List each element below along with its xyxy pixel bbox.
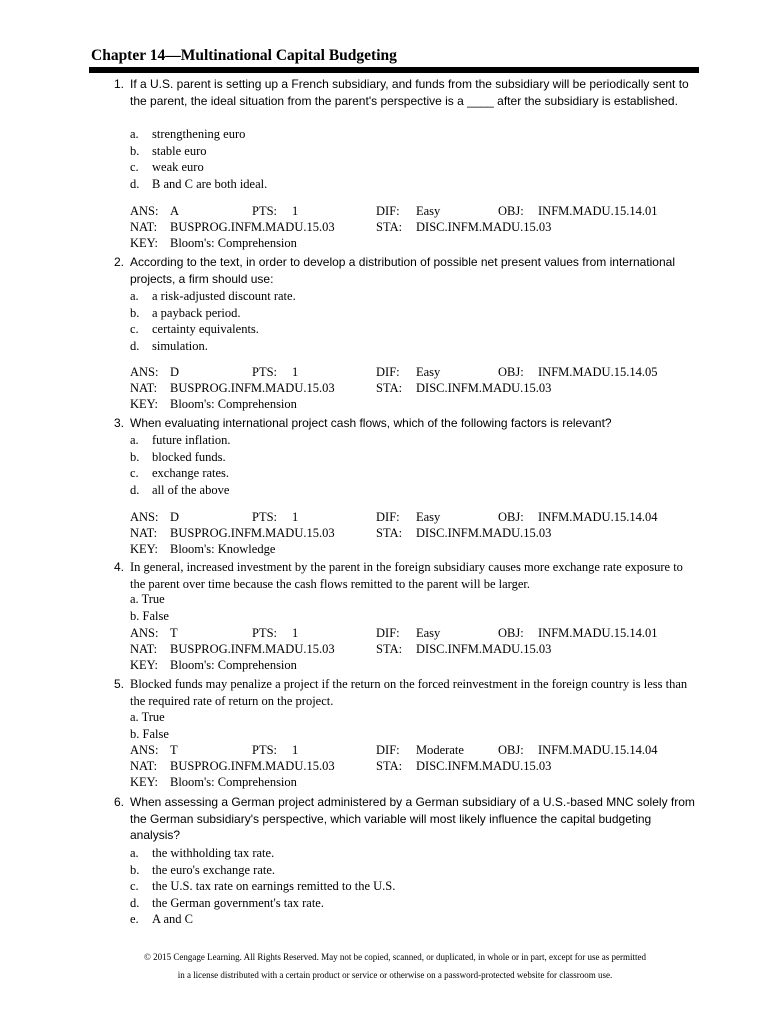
question-number: 5.	[113, 677, 124, 691]
nat-value: BUSPROG.INFM.MADU.15.03	[170, 381, 335, 396]
option-letter: d.	[130, 482, 140, 497]
nat-value: BUSPROG.INFM.MADU.15.03	[170, 526, 335, 541]
option-letter: b.	[130, 449, 140, 464]
option-text: the euro's exchange rate.	[152, 862, 276, 877]
pts-label: PTS:	[252, 626, 278, 640]
question-number: 3.	[113, 416, 124, 430]
obj-value: INFM.MADU.15.14.01	[538, 626, 658, 640]
option-letter: a.	[130, 289, 139, 303]
option-text: B and C are both ideal.	[152, 176, 268, 191]
dif-value: Easy	[416, 510, 441, 524]
option-letter: b.	[130, 305, 140, 320]
key-label: KEY:	[130, 236, 159, 251]
sta-value: DISC.INFM.MADU.15.03	[416, 759, 552, 774]
sta-label: STA:	[376, 642, 403, 657]
option-letter: c.	[130, 466, 139, 480]
nat-label: NAT:	[130, 759, 158, 774]
pts-value: 1	[292, 510, 299, 524]
obj-label: OBJ:	[498, 743, 524, 757]
option-text: certainty equivalents.	[152, 322, 259, 336]
pts-label: PTS:	[252, 743, 278, 757]
option-letter: a.	[130, 846, 139, 860]
option-letter: d.	[130, 895, 140, 910]
question-text: Blocked funds may penalize a project if the return on the forced reinvestment in the foreign country is less than the required rate of return on the project.	[130, 677, 688, 708]
copyright-line-2: in a license distributed with a certain product or service or otherwise on a password-protected website for classroom use.	[177, 970, 613, 980]
key-label: KEY:	[130, 658, 159, 673]
option-letter: b.	[130, 862, 140, 877]
nat-label: NAT:	[130, 220, 158, 235]
key-label: KEY:	[130, 775, 159, 790]
option-text: the German government's tax rate.	[152, 895, 324, 910]
copyright-line-1: © 2015 Cengage Learning. All Rights Reserved. May not be copied, scanned, or duplicated, in whole or in part, except for use as permitted	[144, 952, 646, 962]
dif-label: DIF:	[376, 626, 400, 640]
question-text: In general, increased investment by the parent in the foreign subsidiary causes more exchange rate exposure to the parent over time because the cash flows remitted to the parent will be larger.	[130, 560, 683, 591]
ans-label: ANS:	[130, 204, 159, 218]
option-letter: c.	[130, 160, 139, 174]
obj-label: OBJ:	[498, 510, 524, 524]
key-value: Bloom's: Knowledge	[170, 542, 276, 557]
nat-value: BUSPROG.INFM.MADU.15.03	[170, 642, 335, 657]
pts-value: 1	[292, 743, 299, 757]
option-text: blocked funds.	[152, 449, 226, 464]
question-text: When assessing a German project administered by a German subsidiary of a U.S.-based MNC solely from the German subsidiary's perspective, which variable will most likely influence the capital budgeting analysis?	[130, 795, 695, 842]
ans-value: A	[170, 204, 180, 218]
key-value: Bloom's: Comprehension	[170, 775, 297, 790]
option-text: a payback period.	[152, 305, 241, 320]
sta-value: DISC.INFM.MADU.15.03	[416, 526, 552, 541]
nat-value: BUSPROG.INFM.MADU.15.03	[170, 759, 335, 774]
option-text: A and C	[152, 912, 193, 926]
nat-label: NAT:	[130, 381, 158, 396]
obj-value: INFM.MADU.15.14.01	[538, 204, 658, 218]
sta-value: DISC.INFM.MADU.15.03	[416, 642, 552, 657]
option-letter: b.	[130, 143, 140, 158]
obj-label: OBJ:	[498, 626, 524, 640]
sta-label: STA:	[376, 759, 403, 774]
chapter-title: Chapter 14—Multinational Capital Budgeting	[91, 47, 397, 64]
nat-label: NAT:	[130, 526, 158, 541]
ans-label: ANS:	[130, 510, 159, 524]
dif-value: Easy	[416, 626, 441, 640]
key-label: KEY:	[130, 542, 159, 557]
option-text: exchange rates.	[152, 466, 230, 480]
option-letter: a.	[130, 127, 139, 141]
ans-label: ANS:	[130, 365, 159, 379]
ans-value: D	[170, 365, 180, 379]
question-text: When evaluating international project cash flows, which of the following factors is relevant?	[130, 416, 612, 430]
key-value: Bloom's: Comprehension	[170, 658, 297, 673]
option-text: b. False	[130, 608, 169, 623]
question-text: If a U.S. parent is setting up a French subsidiary, and funds from the subsidiary will be periodically sent to the parent, the ideal situation from the parent's perspective is a ____ after the subsidiary is established.	[130, 77, 689, 108]
key-label: KEY:	[130, 397, 159, 412]
obj-value: INFM.MADU.15.14.05	[538, 365, 658, 379]
option-letter: e.	[130, 912, 139, 926]
copyright-footer	[90, 948, 700, 984]
pts-label: PTS:	[252, 510, 278, 524]
dif-label: DIF:	[376, 365, 400, 379]
nat-label: NAT:	[130, 642, 158, 657]
option-letter: c.	[130, 322, 139, 336]
title-rule	[89, 67, 699, 73]
option-text: b. False	[130, 726, 169, 741]
option-text: weak euro	[152, 160, 204, 174]
dif-value: Easy	[416, 204, 441, 218]
dif-value: Easy	[416, 365, 441, 379]
nat-value: BUSPROG.INFM.MADU.15.03	[170, 220, 335, 235]
option-letter: a.	[130, 433, 139, 447]
ans-value: T	[170, 743, 178, 757]
option-letter: d.	[130, 176, 140, 191]
question-text: According to the text, in order to develop a distribution of possible net present values from international projects, a firm should use:	[130, 255, 675, 286]
dif-label: DIF:	[376, 204, 400, 218]
sta-label: STA:	[376, 220, 403, 235]
sta-value: DISC.INFM.MADU.15.03	[416, 220, 552, 235]
pts-value: 1	[292, 204, 299, 218]
obj-value: INFM.MADU.15.14.04	[538, 743, 658, 757]
ans-value: T	[170, 626, 178, 640]
key-value: Bloom's: Comprehension	[170, 397, 297, 412]
ans-label: ANS:	[130, 743, 159, 757]
obj-label: OBJ:	[498, 204, 524, 218]
option-letter: d.	[130, 338, 140, 353]
pts-value: 1	[292, 365, 299, 379]
dif-value: Moderate	[416, 743, 464, 757]
key-value: Bloom's: Comprehension	[170, 236, 297, 251]
dif-label: DIF:	[376, 743, 400, 757]
sta-label: STA:	[376, 526, 403, 541]
pts-label: PTS:	[252, 204, 278, 218]
option-text: stable euro	[152, 143, 207, 158]
option-text: future inflation.	[152, 433, 231, 447]
question-number: 2.	[113, 255, 124, 269]
option-text: a. True	[130, 710, 165, 724]
question-number: 1.	[113, 77, 124, 91]
option-text: strengthening euro	[152, 127, 246, 141]
option-text: a. True	[130, 592, 165, 606]
sta-label: STA:	[376, 381, 403, 396]
sta-value: DISC.INFM.MADU.15.03	[416, 381, 552, 396]
option-text: all of the above	[152, 482, 230, 497]
ans-label: ANS:	[130, 626, 159, 640]
option-text: simulation.	[152, 338, 208, 353]
obj-label: OBJ:	[498, 365, 524, 379]
ans-value: D	[170, 510, 180, 524]
option-text: a risk-adjusted discount rate.	[152, 289, 296, 303]
option-letter: c.	[130, 879, 139, 893]
option-text: the U.S. tax rate on earnings remitted to the U.S.	[152, 879, 396, 893]
dif-label: DIF:	[376, 510, 400, 524]
pts-label: PTS:	[252, 365, 278, 379]
question-number: 6.	[113, 795, 124, 809]
option-text: the withholding tax rate.	[152, 846, 275, 860]
pts-value: 1	[292, 626, 299, 640]
question-number: 4.	[113, 560, 124, 574]
obj-value: INFM.MADU.15.14.04	[538, 510, 658, 524]
